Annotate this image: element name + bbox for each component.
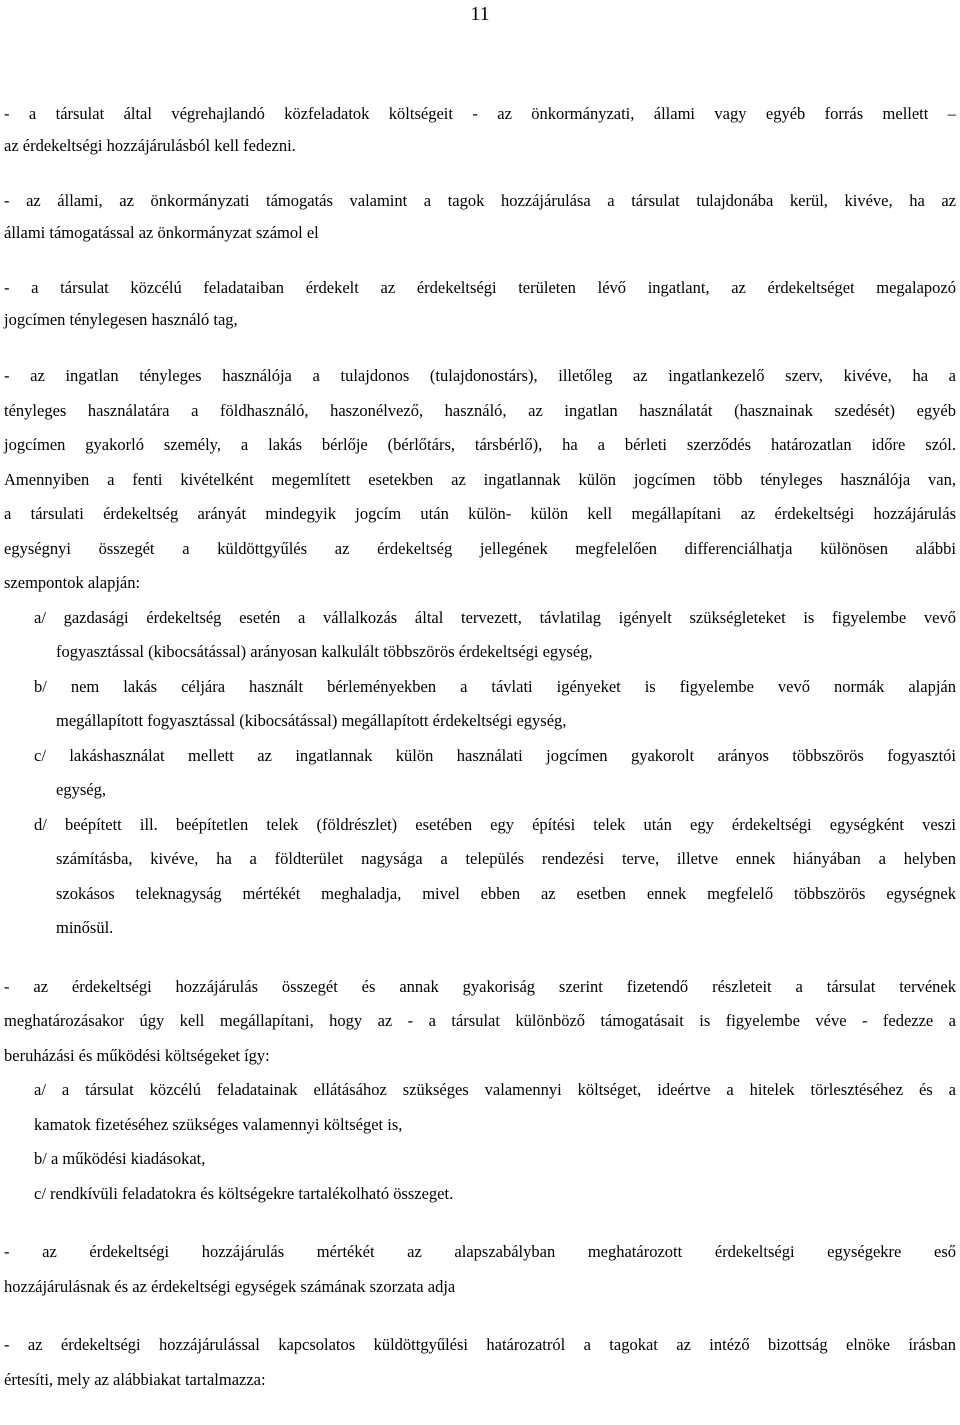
text-line: - a társulat által végrehajlandó közfeladatok költségeit - az önkormányzati, állami vagy egyéb forrás mellett –	[4, 104, 956, 123]
text-line: - az érdekeltségi hozzájárulás összegét és annak gyakoriság szerint fizetendő részleteit a társulat tervének	[4, 976, 956, 996]
list-item	[4, 1142, 956, 1177]
text-line: b/ a működési kiadásokat,	[34, 1149, 206, 1168]
paragraph-multiple-users	[4, 463, 956, 946]
paragraph-notification	[4, 1328, 956, 1397]
paragraph-interested-member	[4, 272, 956, 336]
text-line: a társulati érdekeltség arányát mindegyik jogcím után külön- külön kell megállapítani az érdekeltségi hozzájárulás	[4, 504, 956, 523]
text-line: beruházási és működési költségeket így:	[4, 1045, 270, 1065]
text-line: megállapított fogyasztással (kibocsátással) megállapított érdekeltségi egység,	[56, 711, 567, 730]
paragraph-contribution-amount	[4, 970, 956, 1212]
text-line: - a társulat közcélú feladataiban érdekelt az érdekeltségi területen lévő ingatlant, az érdekeltséget megalapozó	[4, 278, 956, 297]
paragraph-contribution-rate	[4, 1235, 956, 1304]
list-item	[4, 739, 956, 808]
text-line: b/ nem lakás céljára használt bérleményekben a távlati igényeket is figyelembe vevő normák alapján	[34, 676, 956, 696]
text-line: értesíti, mely az alábbiakat tartalmazza:	[4, 1369, 266, 1389]
text-line: - az érdekeltségi hozzájárulás mértékét az alapszabályban meghatározott érdekeltségi egységekre eső	[4, 1242, 956, 1261]
document-body	[4, 98, 956, 1397]
text-line: - az ingatlan tényleges használója a tulajdonos (tulajdonostárs), illetőleg az ingatlankezelő szerv, kivéve, ha a	[4, 366, 956, 385]
text-line: jogcímen gyakorló személy, a lakás bérlője (bérlőtárs, társbérlő), ha a bérleti szerződés határozatlan időre szól.	[4, 435, 956, 454]
text-line: minősül.	[56, 918, 114, 937]
text-line: c/ rendkívüli feladatokra és költségekre tartalékolható összeget.	[34, 1183, 454, 1203]
text-line: hozzájárulásnak és az érdekeltségi egységek számának szorzata adja	[4, 1276, 456, 1296]
text-line: számításba, kivéve, ha a földterület nagysága a település rendezési terve, illetve ennek hiányában a helyben	[56, 849, 956, 868]
text-line: egység,	[56, 780, 106, 799]
text-line: kamatok fizetéséhez szükséges valamennyi költséget is,	[34, 1114, 403, 1134]
paragraph-state-support	[4, 185, 956, 249]
paragraph-cost-coverage	[4, 98, 956, 162]
text-line: szokásos teleknagyság mértékét meghaladja, mivel ebben az esetben ennek megfelelő többszörös egységnek	[56, 883, 956, 903]
text-line: - az érdekeltségi hozzájárulással kapcsolatos küldöttgyűlési határozatról a tagokat az intéző bizottság elnöke írásban	[4, 1335, 956, 1354]
text-line: állami támogatással az önkormányzat számol el	[4, 223, 319, 242]
text-line: jogcímen ténylegesen használó tag,	[4, 310, 238, 329]
list-item	[4, 1073, 956, 1142]
paragraph-actual-user	[4, 359, 956, 463]
list-item	[4, 670, 956, 739]
page-number: 11	[470, 3, 490, 25]
list-item	[4, 1177, 956, 1212]
text-line: fogyasztással (kibocsátással) arányosan kalkulált többszörös érdekeltségi egység,	[56, 642, 593, 661]
text-line: - az állami, az önkormányzati támogatás valamint a tagok hozzájárulása a társulat tulajdonába kerül, kivéve, ha az	[4, 191, 956, 210]
text-line: a/ gazdasági érdekeltség esetén a vállalkozás által tervezett, távlatilag igényelt szükségleteket is figyelembe vevő	[34, 607, 956, 627]
text-line: szempontok alapján:	[4, 573, 141, 592]
text-line: az érdekeltségi hozzájárulásból kell fedezni.	[4, 136, 296, 155]
text-line: egységnyi összegét a küldöttgyűlés az érdekeltség jellegének megfelelően differenciálhatja különösen alábbi	[4, 538, 956, 558]
list-item	[4, 601, 956, 670]
list-item	[4, 808, 956, 946]
text-line: d/ beépített ill. beépítetlen telek (földrészlet) esetében egy építési telek után egy érdekeltségi egységként veszi	[34, 814, 956, 834]
text-line: a/ a társulat közcélú feladatainak ellátásához szükséges valamennyi költséget, ideértve a hitelek törlesztéséhez és a	[34, 1080, 956, 1099]
text-line: Amennyiben a fenti kivételként megemlített esetekben az ingatlannak külön jogcímen több tényleges használója van,	[4, 469, 956, 489]
text-line: c/ lakáshasználat mellett az ingatlannak külön használati jogcímen gyakorolt arányos többszörös fogyasztói	[34, 745, 956, 765]
text-line: tényleges használatára a földhasználó, haszonélvező, használó, az ingatlan használatát (hasznainak szedését) egyéb	[4, 400, 956, 420]
text-line: meghatározásakor úgy kell megállapítani, hogy az - a társulat különböző támogatásait is figyelembe véve - fedezze a	[4, 1011, 956, 1030]
